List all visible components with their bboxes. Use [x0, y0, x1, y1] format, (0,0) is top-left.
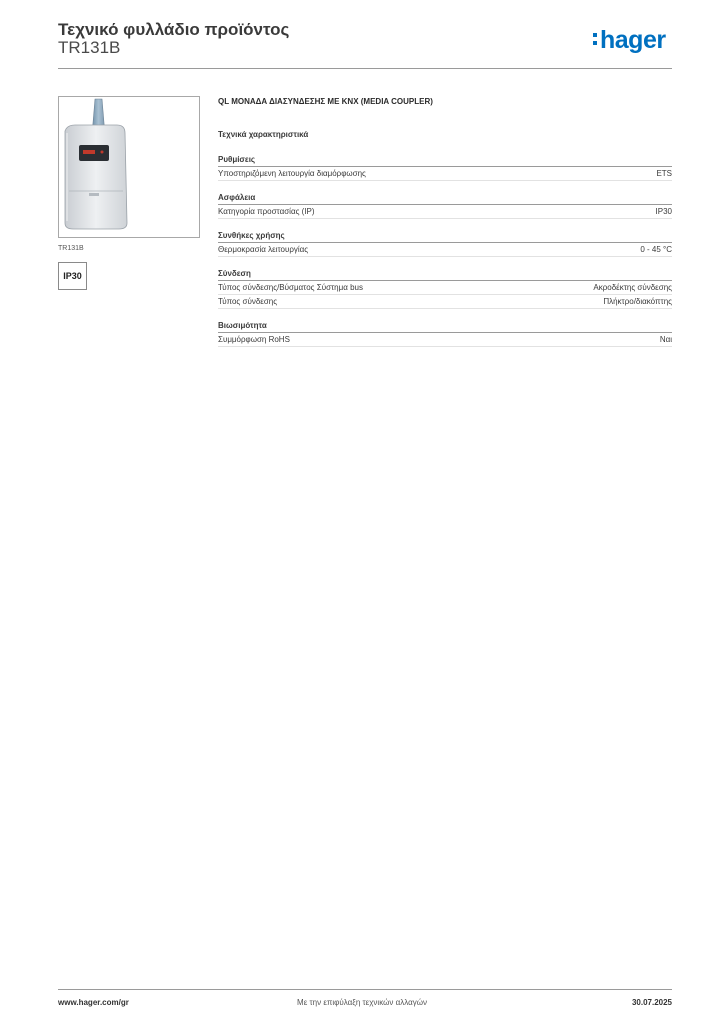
footer-divider: [58, 989, 672, 990]
spec-group-title: Σύνδεση: [218, 269, 672, 281]
hager-logo: [593, 26, 666, 55]
product-title: QL ΜΟΝΑΔΑ ΔΙΑΣΥΝΔΕΣΗΣ ΜΕ KNX (MEDIA COUPLER): [218, 97, 433, 106]
spec-group-sustainability: [218, 321, 672, 347]
spec-row: [218, 243, 672, 257]
header-divider: [58, 68, 672, 69]
spec-label: Τύπος σύνδεσης: [218, 297, 278, 306]
product-code-label: TR131B: [58, 245, 84, 252]
spec-value: ETS: [656, 169, 672, 178]
spec-label: Θερμοκρασία λειτουργίας: [218, 245, 309, 254]
spec-value: Ναι: [659, 335, 672, 344]
spec-group-connection: [218, 269, 672, 309]
footer-notice: Με την επιφύλαξη τεχνικών αλλαγών: [297, 998, 427, 1007]
spec-group-title: Ασφάλεια: [218, 193, 672, 205]
spec-label: Συμμόρφωση RoHS: [218, 335, 290, 344]
footer-date: 30.07.2025: [631, 998, 672, 1007]
document-product-code: TR131B: [58, 38, 121, 57]
spec-label: Τύπος σύνδεσης/Βύσματος Σύστημα bus: [218, 283, 363, 292]
spec-group-settings: [218, 155, 672, 181]
spec-label: Υποστηριζόμενη λειτουργία διαμόρφωσης: [218, 169, 366, 178]
specification-section: [218, 96, 672, 347]
spec-row: [218, 205, 672, 219]
spec-value: Πλήκτρο/διακόπτης: [603, 297, 672, 306]
spec-row: [218, 295, 672, 309]
media-coupler-device-icon: [59, 97, 199, 237]
spec-group-conditions: [218, 231, 672, 257]
document-title: Τεχνικό φυλλάδιο προϊόντος: [58, 20, 290, 39]
footer-website-link[interactable]: www.hager.com/gr: [58, 998, 129, 1007]
spec-row: [218, 333, 672, 347]
spec-value: 0 - 45 °C: [640, 245, 672, 254]
spec-group-safety: [218, 193, 672, 219]
technical-specs-heading: Τεχνικά χαρακτηριστικά: [218, 130, 309, 139]
logo-dots-icon: [593, 28, 600, 48]
spec-group-title: Βιωσιμότητα: [218, 321, 672, 333]
spec-group-title: Συνθήκες χρήσης: [218, 231, 672, 243]
spec-value: Ακροδέκτης σύνδεσης: [593, 283, 672, 292]
product-image: [58, 96, 200, 238]
spec-group-title: Ρυθμίσεις: [218, 155, 672, 167]
spec-label: Κατηγορία προστασίας (IP): [218, 207, 315, 216]
spec-value: IP30: [655, 207, 672, 216]
spec-row: [218, 167, 672, 181]
ip-rating-badge: IP30: [58, 262, 87, 290]
spec-row: [218, 281, 672, 295]
logo-text: hager: [600, 26, 666, 54]
